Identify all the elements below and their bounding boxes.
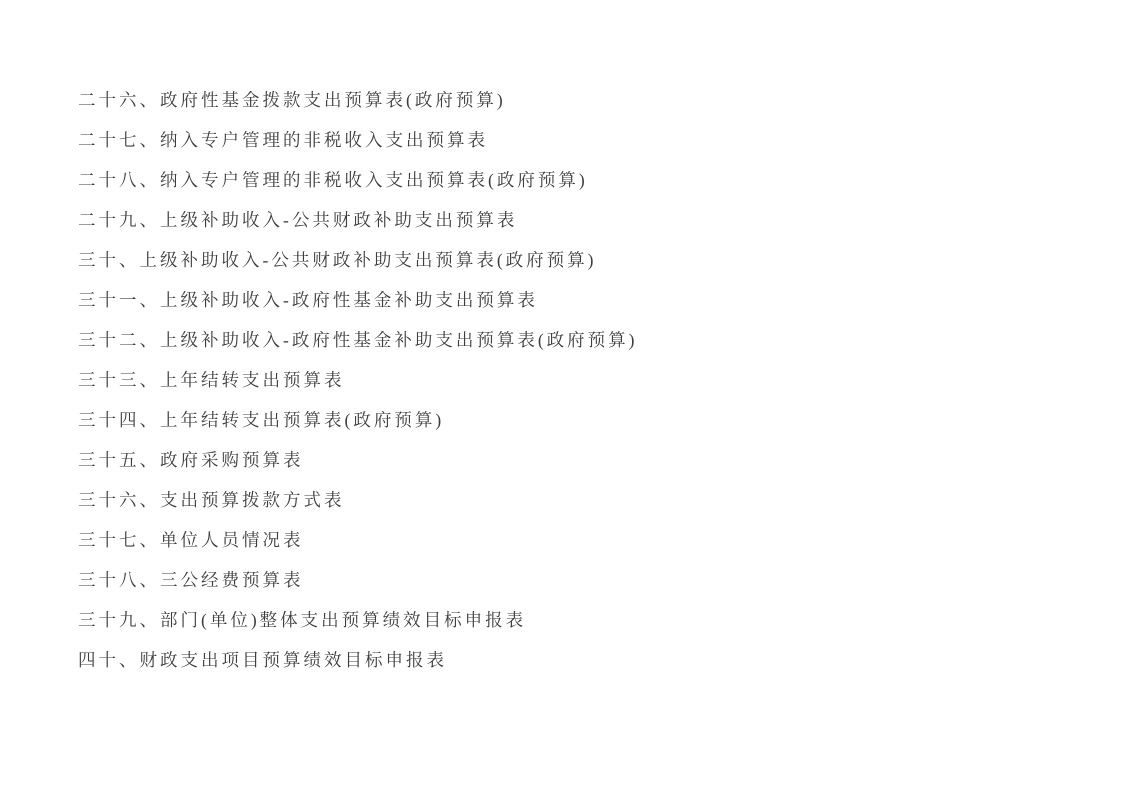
- toc-item-27: 二十七、纳入专户管理的非税收入支出预算表: [78, 130, 488, 150]
- toc-item-26: 二十六、政府性基金拨款支出预算表(政府预算): [78, 90, 506, 110]
- toc-item-28: 二十八、纳入专户管理的非税收入支出预算表(政府预算): [78, 170, 588, 190]
- toc-item-38: 三十八、三公经费预算表: [78, 570, 304, 590]
- toc-item-35: 三十五、政府采购预算表: [78, 450, 304, 470]
- budget-table-list: [78, 80, 1058, 680]
- toc-item-37: 三十七、单位人员情况表: [78, 530, 304, 550]
- toc-item-39: 三十九、部门(单位)整体支出预算绩效目标申报表: [78, 610, 527, 630]
- toc-item-29: 二十九、上级补助收入-公共财政补助支出预算表: [78, 210, 518, 230]
- toc-item-34: 三十四、上年结转支出预算表(政府预算): [78, 410, 445, 430]
- toc-item-36: 三十六、支出预算拨款方式表: [78, 490, 345, 510]
- toc-item-31: 三十一、上级补助收入-政府性基金补助支出预算表: [78, 290, 538, 310]
- toc-item-30: 三十、上级补助收入-公共财政补助支出预算表(政府预算): [78, 250, 597, 270]
- toc-item-32: 三十二、上级补助收入-政府性基金补助支出预算表(政府预算): [78, 330, 638, 350]
- toc-item-33: 三十三、上年结转支出预算表: [78, 370, 345, 390]
- toc-item-40: 四十、财政支出项目预算绩效目标申报表: [78, 650, 447, 670]
